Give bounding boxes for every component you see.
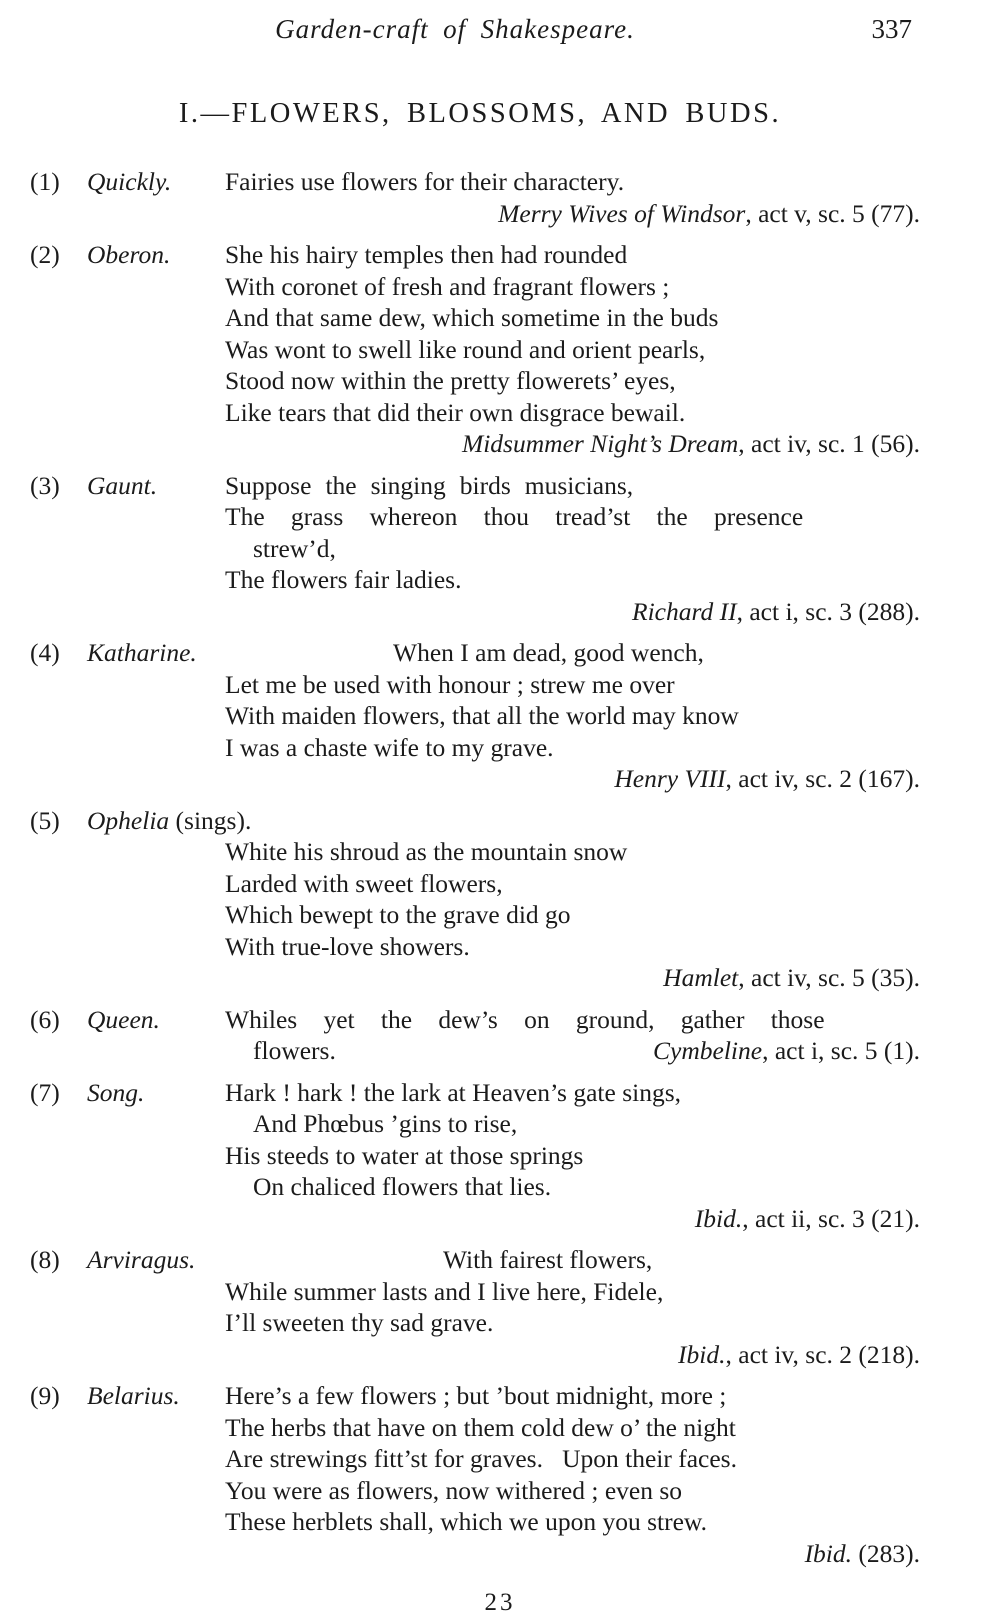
entry-number: (1) xyxy=(30,167,60,196)
entry-number: (2) xyxy=(30,240,60,269)
entry-quote xyxy=(225,239,930,460)
quote-line xyxy=(225,669,930,701)
citation xyxy=(653,1035,930,1067)
quote-text: strew’d, xyxy=(253,533,336,563)
quote-text: These herblets shall, which we upon you strew. xyxy=(225,1507,708,1536)
citation-work: Ibid. xyxy=(804,1538,853,1568)
citation-detail: , act ii, sc. 3 (21). xyxy=(742,1203,920,1233)
entry-quote xyxy=(225,1077,930,1235)
quote-line xyxy=(225,166,930,198)
citation-work: Ibid. xyxy=(678,1339,726,1369)
quote-text: I was a chaste wife to my grave. xyxy=(225,732,554,762)
entries xyxy=(30,166,930,1569)
citation xyxy=(225,962,930,994)
citation-work: Henry VIII xyxy=(614,764,726,793)
quote-text: You were as flowers, now withered ; even so xyxy=(225,1475,683,1505)
quote-line xyxy=(225,931,930,963)
quote-text: She his hairy temples then had rounded xyxy=(225,240,628,269)
speaker-name: Gaunt. xyxy=(87,470,158,500)
entry-number: (4) xyxy=(30,638,60,667)
quote-text: His steeds to water at those springs xyxy=(225,1140,584,1170)
entry-head xyxy=(30,637,197,669)
entry xyxy=(30,1077,930,1235)
quote-line xyxy=(225,700,930,732)
quote-line xyxy=(253,1171,930,1203)
entry xyxy=(30,1244,930,1370)
quote-line xyxy=(225,1004,930,1036)
quote-line xyxy=(253,1108,930,1140)
quote-text: I’ll sweeten thy sad grave. xyxy=(225,1308,494,1337)
quote-text: Let me be used with honour ; strew me over xyxy=(225,669,675,699)
citation-work: Richard II xyxy=(632,596,737,626)
speaker-name: Belarius. xyxy=(87,1381,180,1410)
quote-line xyxy=(225,1140,930,1172)
quote-text: White his shroud as the mountain snow xyxy=(225,837,628,866)
citation xyxy=(225,198,930,230)
quote-line xyxy=(225,271,930,303)
entry-quote xyxy=(225,836,930,994)
quote-text: With true-love showers. xyxy=(225,931,470,961)
citation xyxy=(225,1339,930,1371)
entry xyxy=(30,805,930,994)
quote-line xyxy=(225,836,930,868)
citation xyxy=(225,596,930,628)
entry-head xyxy=(30,1380,180,1412)
speaker-name: Katharine. xyxy=(87,638,197,667)
page-header xyxy=(30,0,970,50)
quote-line xyxy=(225,334,930,366)
speaker-name: Queen. xyxy=(87,1004,160,1034)
citation-detail: , act iv, sc. 2 (218). xyxy=(725,1339,920,1369)
quote-text: Fairies use flowers for their charactery. xyxy=(225,167,625,196)
quote-text: Stood now within the pretty flowerets’ eyes, xyxy=(225,366,676,395)
entry-head xyxy=(30,166,171,198)
citation-work: Ibid. xyxy=(694,1203,743,1233)
entry-head xyxy=(30,1077,144,1109)
entry-quote xyxy=(225,1244,930,1370)
quote-line xyxy=(225,1506,930,1538)
running-header: Garden-craft of Shakespeare. xyxy=(275,14,635,44)
citation xyxy=(225,763,930,795)
entry-head xyxy=(30,1004,160,1036)
quote-line xyxy=(225,1412,930,1444)
quote-line xyxy=(443,1244,930,1276)
quote-line xyxy=(225,1276,930,1308)
citation xyxy=(225,428,930,460)
quote-text: The flowers fair ladies. xyxy=(225,565,462,594)
citation-detail: (283). xyxy=(852,1538,920,1568)
quote-line xyxy=(225,470,930,502)
entry-head xyxy=(30,239,170,271)
speaker-name: Arviragus. xyxy=(87,1245,196,1274)
quote-text: flowers. xyxy=(253,1036,336,1065)
page-number: 337 xyxy=(871,14,912,44)
entry-quote xyxy=(225,637,930,795)
speaker-name: Song. xyxy=(87,1077,145,1107)
entry-quote xyxy=(225,166,930,229)
entry xyxy=(30,470,930,628)
quote-line xyxy=(225,1443,930,1475)
quote-text: The grass whereon thou tread’st the presence xyxy=(225,502,804,531)
quote-line xyxy=(225,1380,930,1412)
quote-line xyxy=(393,637,930,669)
quote-text: Suppose the singing birds musicians, xyxy=(225,470,634,500)
quote-line xyxy=(225,732,930,764)
quote-line xyxy=(225,1307,930,1339)
speaker-name: Oberon. xyxy=(87,240,171,269)
entry-quote xyxy=(225,1004,930,1067)
quote-line xyxy=(225,564,930,596)
quote-text: With coronet of fresh and fragrant flowers ; xyxy=(225,271,670,301)
quote-line xyxy=(225,397,930,429)
quote-line xyxy=(253,1035,930,1067)
quote-text: And that same dew, which sometime in the buds xyxy=(225,303,719,332)
citation xyxy=(225,1203,930,1235)
quote-text: Which bewept to the grave did go xyxy=(225,900,571,929)
entry-head xyxy=(30,470,157,502)
entry-number: (5) xyxy=(30,805,60,835)
quote-line xyxy=(225,302,930,334)
citation-detail: , act iv, sc. 1 (56). xyxy=(738,429,920,458)
entry xyxy=(30,166,930,229)
speaker-name: Quickly. xyxy=(87,167,172,196)
quote-text: Like tears that did their own disgrace bewail. xyxy=(225,397,686,427)
entry-number: (3) xyxy=(30,470,60,500)
entry-number: (9) xyxy=(30,1381,60,1410)
entry xyxy=(30,1004,930,1067)
quote-text: Larded with sweet flowers, xyxy=(225,868,503,898)
citation-work: Midsummer Night’s Dream xyxy=(461,429,739,458)
entry-quote xyxy=(225,1380,930,1569)
quote-text: When I am dead, good wench, xyxy=(393,638,704,667)
citation-detail: , act i, sc. 5 (1). xyxy=(762,1036,920,1065)
quote-text: Whiles yet the dew’s on ground, gather those xyxy=(225,1004,825,1034)
quote-text: While summer lasts and I live here, Fidele, xyxy=(225,1276,664,1306)
quote-text: The herbs that have on them cold dew o’ the night xyxy=(225,1412,736,1442)
section-title: I.—FLOWERS, BLOSSOMS, AND BUDS. xyxy=(178,98,782,129)
quote-text: With fairest flowers, xyxy=(443,1245,653,1274)
entry-number: (7) xyxy=(30,1077,60,1107)
quote-text: Hark ! hark ! the lark at Heaven’s gate sings, xyxy=(225,1077,681,1107)
signature-mark: 23 xyxy=(484,1589,516,1616)
entry-head xyxy=(30,1244,195,1276)
quote-text: And Phœbus ’gins to rise, xyxy=(253,1109,518,1138)
entry-head xyxy=(30,805,930,837)
citation-work: Hamlet xyxy=(663,963,739,992)
speaker-note: (sings). xyxy=(169,805,252,835)
entry xyxy=(30,1380,930,1569)
entry-number: (6) xyxy=(30,1004,60,1034)
quote-text: On chaliced flowers that lies. xyxy=(253,1172,552,1201)
quote-text: Are strewings fitt’st for graves. Upon their faces. xyxy=(225,1444,737,1473)
entry-quote xyxy=(225,470,930,628)
citation-detail: , act v, sc. 5 (77). xyxy=(745,198,920,228)
entry xyxy=(30,637,930,795)
entry-number: (8) xyxy=(30,1245,60,1274)
speaker-name: Ophelia xyxy=(87,805,170,835)
quote-line xyxy=(225,239,930,271)
quote-line xyxy=(225,365,930,397)
quote-line xyxy=(253,533,930,565)
quote-line xyxy=(225,1077,930,1109)
quote-text: Was wont to swell like round and orient pearls, xyxy=(225,334,706,364)
quote-line xyxy=(225,868,930,900)
citation-work: Cymbeline xyxy=(653,1036,763,1065)
citation-detail: , act iv, sc. 2 (167). xyxy=(725,764,920,793)
citation-detail: , act iv, sc. 5 (35). xyxy=(738,963,920,992)
citation xyxy=(225,1538,930,1570)
quote-line xyxy=(225,899,930,931)
entry xyxy=(30,239,930,460)
quote-line xyxy=(225,501,930,533)
quote-line xyxy=(225,1475,930,1507)
citation-detail: , act i, sc. 3 (288). xyxy=(736,596,920,626)
quote-text: With maiden flowers, that all the world may know xyxy=(225,701,739,730)
citation-work: Merry Wives of Windsor xyxy=(498,198,746,228)
quote-text: Here’s a few flowers ; but ’bout midnight, more ; xyxy=(225,1381,727,1410)
